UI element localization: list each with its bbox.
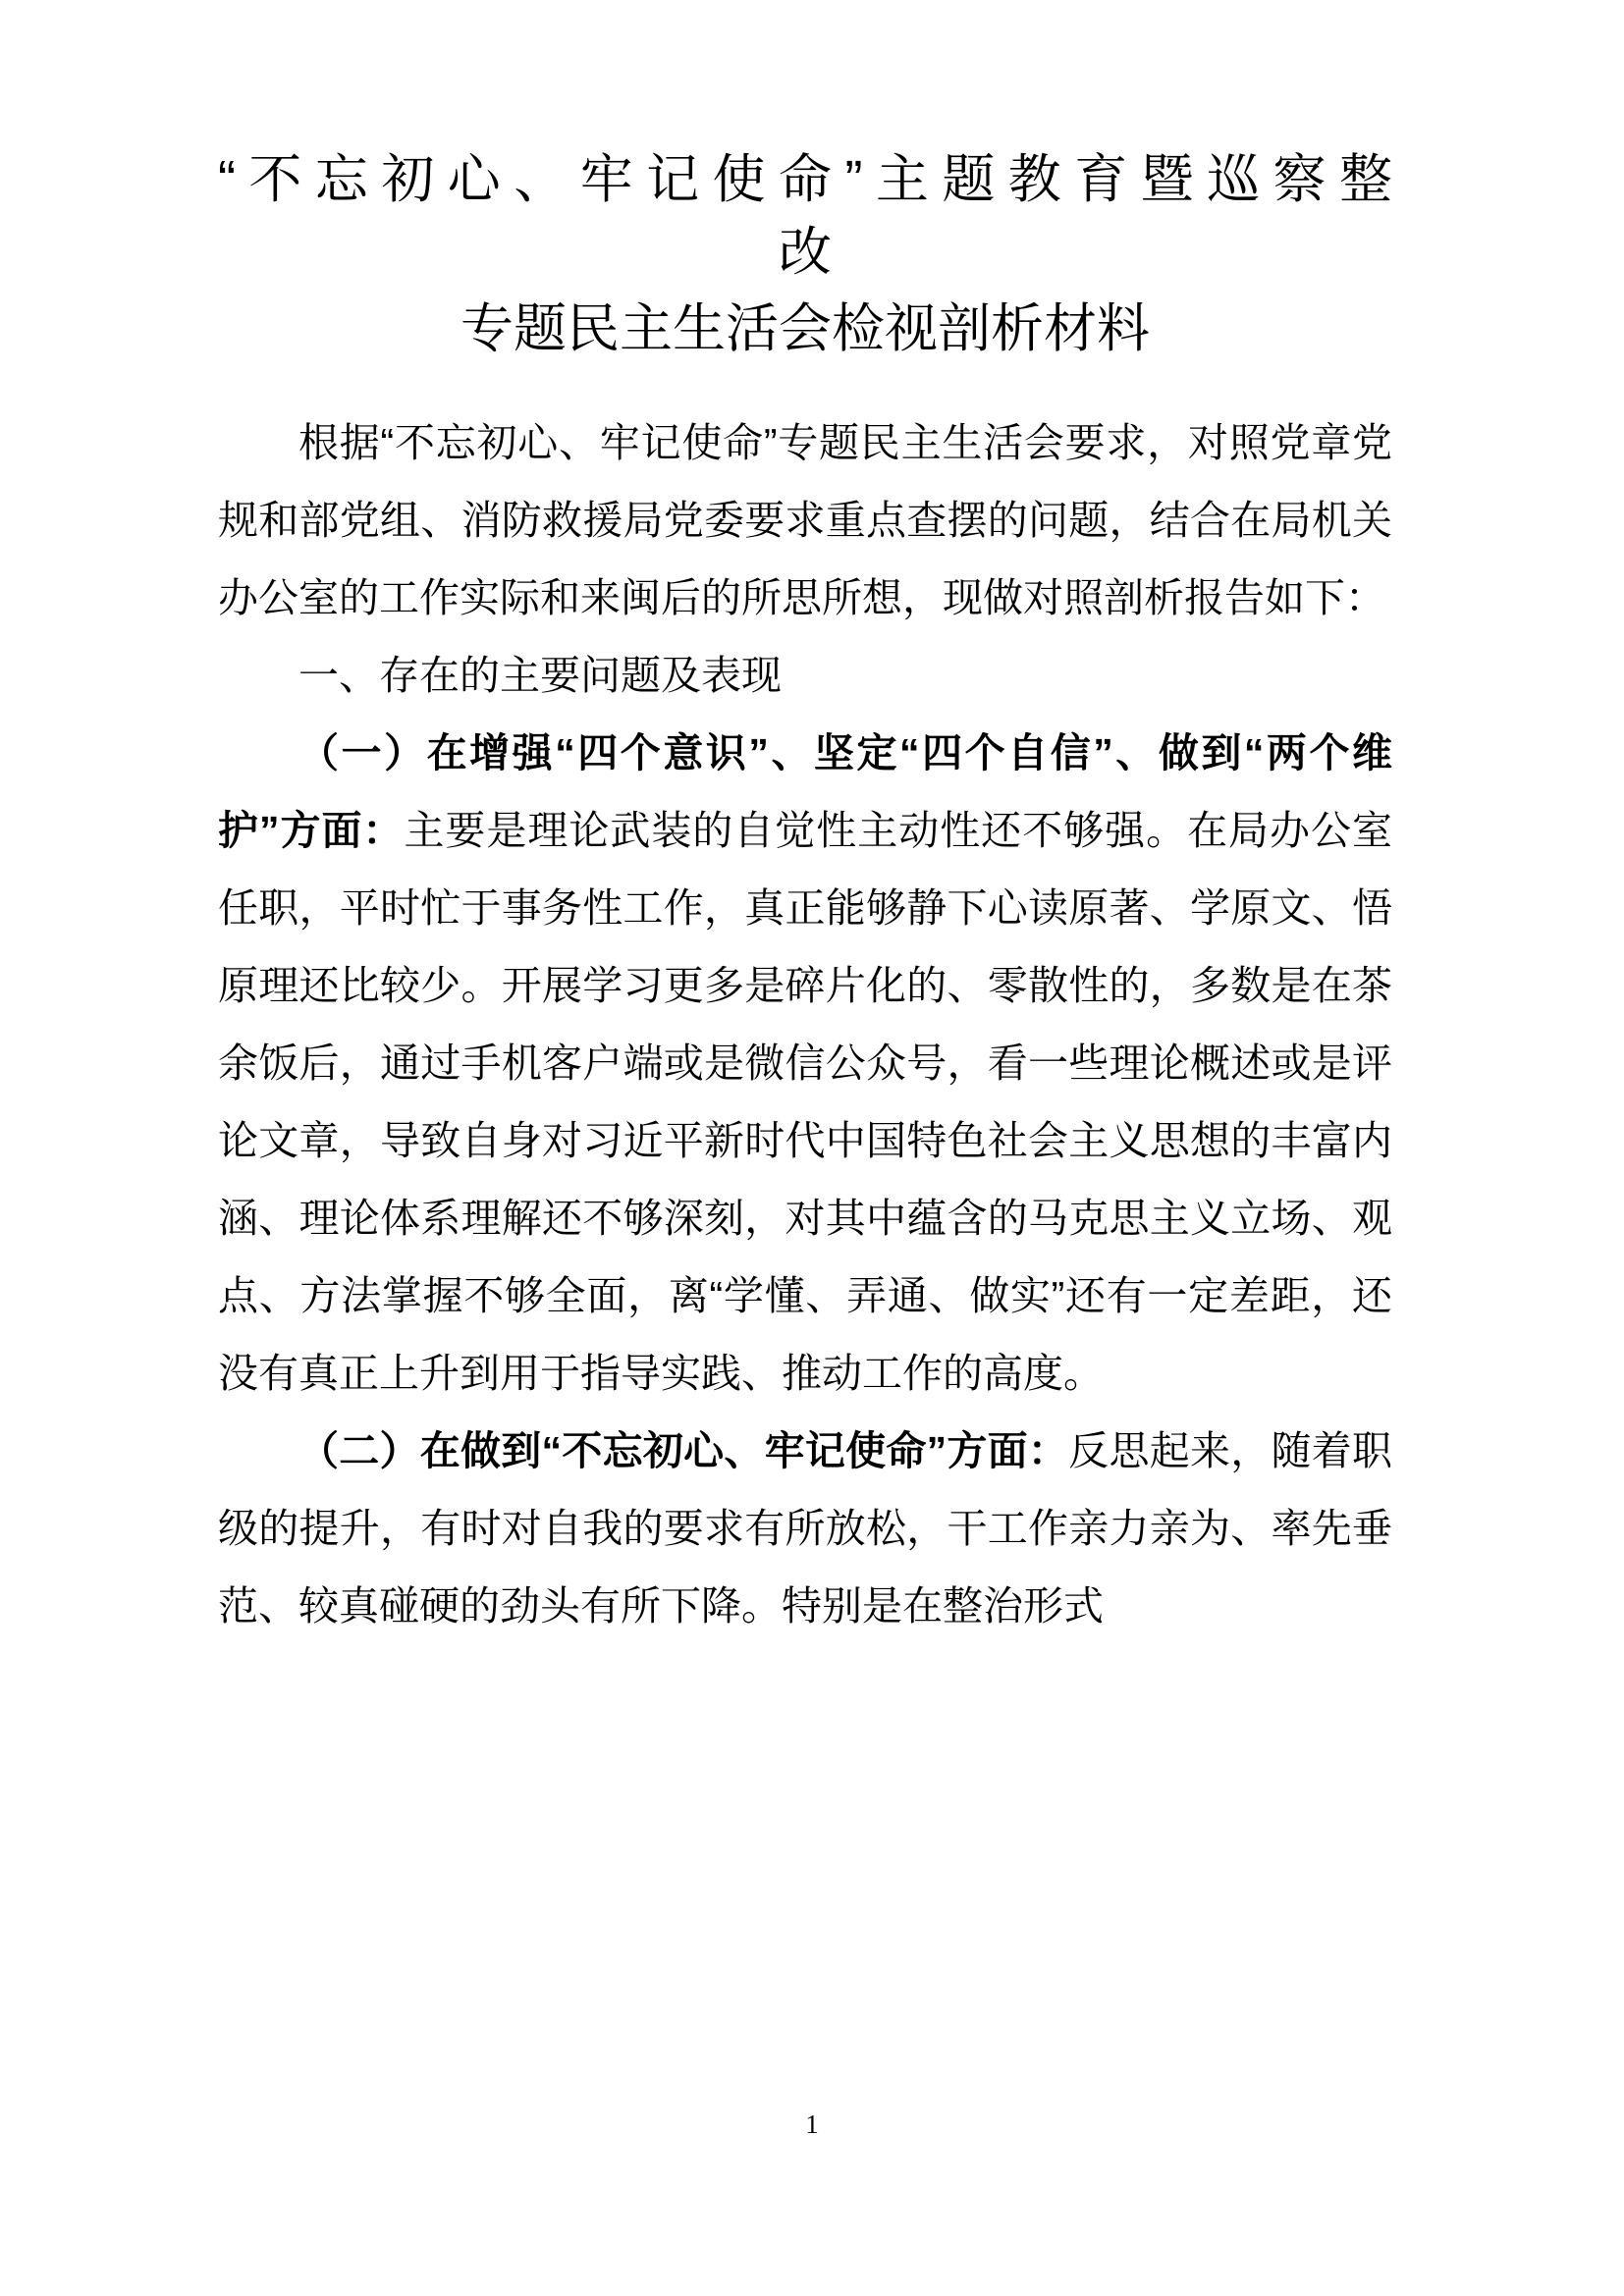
title-line-1: “不忘初心、牢记使命”主题教育暨巡察整 (218, 150, 1392, 209)
subsection-one-body: 主要是理论武装的自觉性主动性还不够强。在局办公室任职，平时忙于事务性工作，真正能够静下心读原著、学原文、悟原理还比较少。开展学习更多是碎片化的、零散性的，多数是在茶余饭后，通过手机客户端或是微信公众号，看一些理论概述或是评论文章，导致自身对习近平新时代中国特色社会主义思想的丰富内涵、理论体系理解还不够深刻，对其中蕴含的马克思主义立场、观点、方法掌握不够全面，离“学懂、弄通、做实”还有一定差距，还没有真正上升到用于指导实践、推动工作的高度。 (218, 808, 1393, 1396)
subsection-two-paragraph (218, 1413, 1392, 1645)
page-content (218, 0, 1392, 1645)
subsection-two-body: 反思起来，随着职级的提升，有时对自我的要求有所放松，干工作亲力亲为、率先垂范、较真碰硬的劲头有所下降。特别是在整治形式 (218, 1428, 1393, 1629)
subsection-one-lead: （一）在增强“四个意识”、坚定“四个自信”、做到“两个维护”方面： (218, 730, 1392, 853)
section-heading-one: 一、存在的主要问题及表现 (298, 653, 782, 698)
subsection-one-paragraph (218, 715, 1392, 1413)
page-number: 1 (805, 2109, 819, 2139)
title-line-3: 专题民主生活会检视剖析材料 (460, 299, 1150, 358)
title-line-2: 改 (779, 223, 832, 282)
page-title (218, 0, 1392, 365)
document-body (218, 404, 1392, 1645)
subsection-two-lead: （二）在做到“不忘初心、牢记使命”方面： (298, 1428, 1069, 1473)
intro-paragraph: 根据“不忘初心、牢记使命”专题民主生活会要求，对照党章党规和部党组、消防救援局党委要求重点查摆的问题，结合在局机关办公室的工作实际和来闽后的所思所想，现做对照剖析报告如下： (218, 420, 1392, 620)
